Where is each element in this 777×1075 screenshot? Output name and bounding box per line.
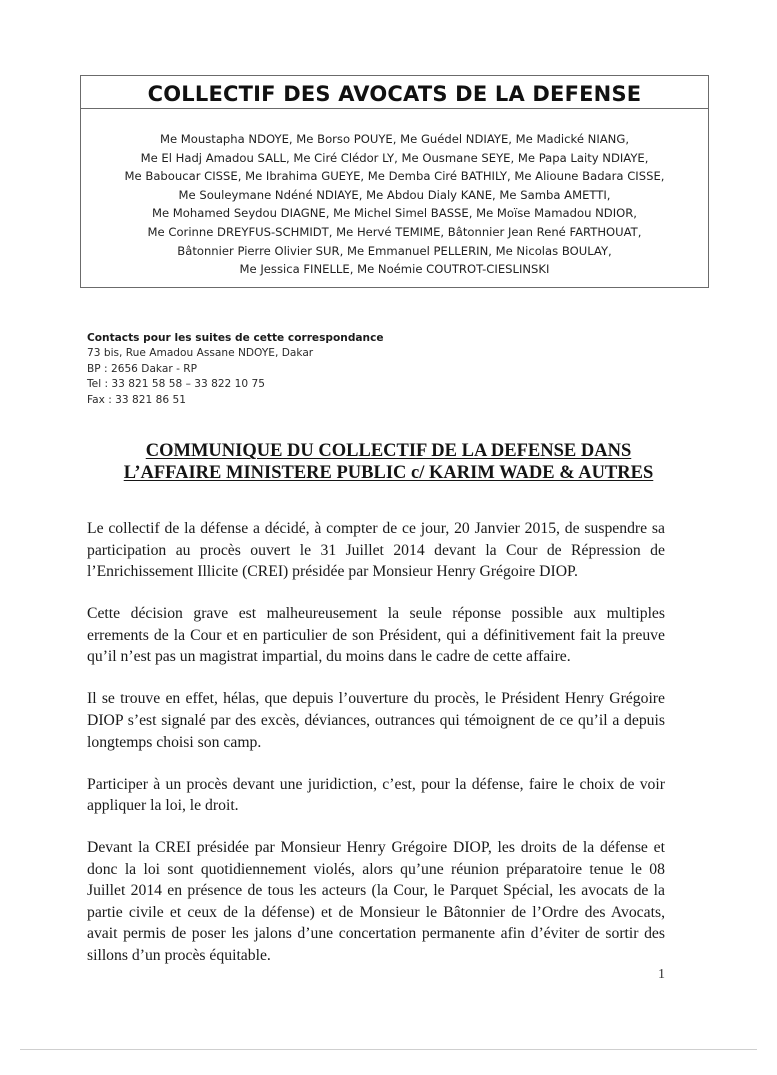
body-paragraph: Il se trouve en effet, hélas, que depuis l’ouverture du procès, le Président Henry Grégoire DIOP s’est signalé par des excès, déviances, outrances qui témoignent de ce qu’il a depuis longtemps choisi son camp. <box>87 690 665 751</box>
members-list <box>81 130 708 279</box>
headline-line-2: L’AFFAIRE MINISTERE PUBLIC c/ KARIM WADE & AUTRES <box>123 463 654 483</box>
body-paragraph: Devant la CREI présidée par Monsieur Henry Grégoire DIOP, les droits de la défense et donc la loi sont quotidiennement violés, alors qu’une réunion préparatoire tenue le 08 Juillet 2014 en présence de tous les acteurs (la Cour, le Parquet Spécial, les avocats de la partie civile et ceux de la défense) et de Monsieur le Bâtonnier de l’Ordre des Avocats, avait permis de poser les jalons d’une concertation permanente afin d’éviter de sortir des sillons d’un procès équitable. <box>87 839 665 965</box>
contacts-title: Contacts pour les suites de cette correspondance <box>87 332 384 344</box>
contacts-fax: Fax : 33 821 86 51 <box>87 393 186 406</box>
page-bottom-rule <box>20 1049 757 1050</box>
members-line: Me Baboucar CISSE, Me Ibrahima GUEYE, Me Demba Ciré BATHILY, Me Alioune Badara CISSE, <box>124 169 665 184</box>
contacts-bp: BP : 2656 Dakar - RP <box>87 362 198 375</box>
letterhead-rule <box>81 108 708 109</box>
members-line: Me Moustapha NDOYE, Me Borso POUYE, Me Guédel NDIAYE, Me Madické NIANG, <box>159 132 630 146</box>
letterhead-box <box>80 75 709 288</box>
page-number: 1 <box>658 967 665 982</box>
body-paragraph: Le collectif de la défense a décidé, à compter de ce jour, 20 Janvier 2015, de suspendre sa participation au procès ouvert le 31 Juillet 2014 devant la Cour de Répression de l’Enrichissement Illicite (CREI) présidée par Monsieur Henry Grégoire DIOP. <box>87 520 665 581</box>
contacts-tel: Tel : 33 821 58 58 – 33 822 10 75 <box>87 378 265 391</box>
body-paragraph: Participer à un procès devant une juridiction, c’est, pour la défense, faire le choix de voir appliquer la loi, le droit. <box>87 775 665 815</box>
headline-line-1: COMMUNIQUE DU COLLECTIF DE LA DEFENSE DANS <box>145 441 632 461</box>
members-line: Me Corinne DREYFUS-SCHMIDT, Me Hervé TEMIME, Bâtonnier Jean René FARTHOUAT, <box>147 224 642 239</box>
members-line: Bâtonnier Pierre Olivier SUR, Me Emmanuel PELLERIN, Me Nicolas BOULAY, <box>177 243 612 258</box>
letterhead-title: COLLECTIF DES AVOCATS DE LA DEFENSE <box>147 82 642 106</box>
body-paragraph: Cette décision grave est malheureusement la seule réponse possible aux multiples errements de la Cour et en particulier de son Président, qui a définitivement fait la preuve qu’il n’est pas un magistrat impartial, du moins dans le cadre de cette affaire. <box>87 605 665 666</box>
contacts-block <box>87 331 384 408</box>
members-line: Me Jessica FINELLE, Me Noémie COUTROT-CIESLINSKI <box>239 262 550 277</box>
communique-body <box>87 518 665 987</box>
members-line: Me El Hadj Amadou SALL, Me Ciré Clédor LY, Me Ousmane SEYE, Me Papa Laity NDIAYE, <box>140 150 649 165</box>
communique-headline <box>0 440 777 484</box>
members-line: Me Mohamed Seydou DIAGNE, Me Michel Simel BASSE, Me Moïse Mamadou NDIOR, <box>151 206 637 221</box>
members-line: Me Souleymane Ndéné NDIAYE, Me Abdou Dialy KANE, Me Samba AMETTI, <box>178 187 611 202</box>
contacts-address: 73 bis, Rue Amadou Assane NDOYE, Dakar <box>87 347 314 360</box>
